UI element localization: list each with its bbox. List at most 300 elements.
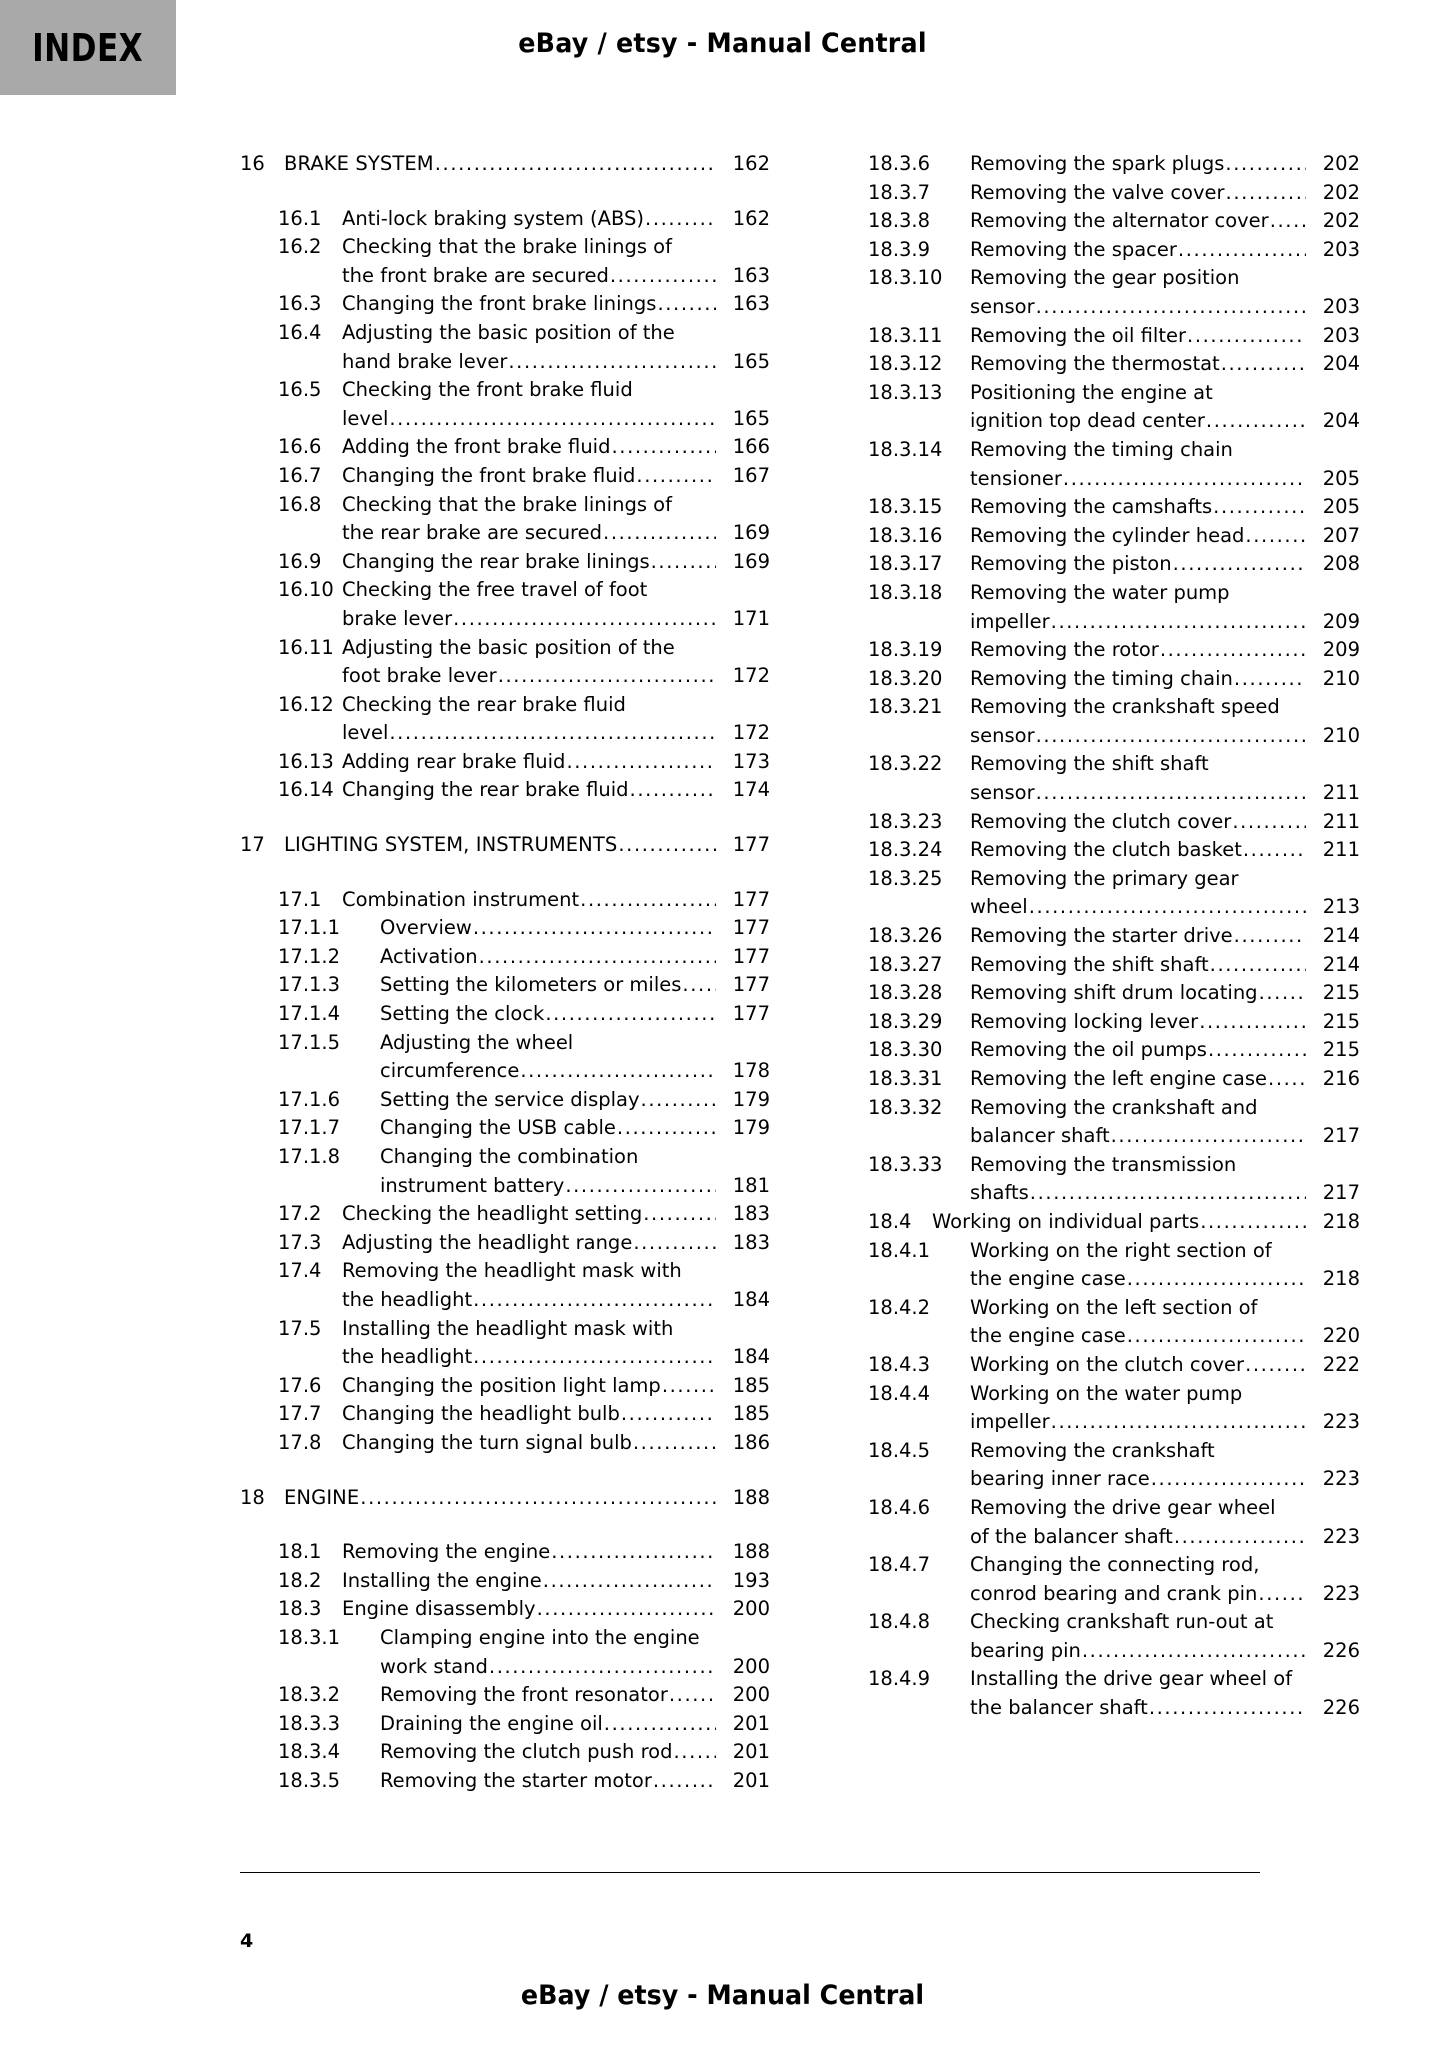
toc-entry-number: 17.1.7 bbox=[278, 1116, 341, 1140]
toc-title-line bbox=[342, 1567, 770, 1596]
toc-leader-dots bbox=[1051, 608, 1306, 637]
toc-leader-dots bbox=[1234, 922, 1306, 951]
toc-entry-number: 17.8 bbox=[278, 1430, 322, 1454]
toc-entry-row[interactable] bbox=[830, 665, 1360, 694]
toc-entry-row[interactable] bbox=[830, 179, 1360, 208]
toc-page-number: 220 bbox=[1322, 1324, 1360, 1348]
toc-entry-row[interactable] bbox=[240, 1200, 770, 1229]
toc-entry-row[interactable] bbox=[830, 750, 1360, 807]
toc-page-number: 218 bbox=[1322, 1209, 1360, 1233]
toc-title-line bbox=[342, 662, 770, 691]
toc-entry-row[interactable] bbox=[240, 1595, 770, 1624]
toc-title-line bbox=[342, 205, 770, 234]
toc-entry-row[interactable] bbox=[830, 922, 1360, 951]
toc-entry-title-block bbox=[342, 1538, 770, 1567]
toc-entry-title-block bbox=[970, 922, 1360, 951]
toc-page-number: 213 bbox=[1322, 895, 1360, 919]
toc-title-line bbox=[380, 1624, 770, 1653]
toc-entry-title: Working on the clutch cover bbox=[970, 1352, 1245, 1376]
toc-entry-row[interactable] bbox=[830, 379, 1360, 436]
toc-title-line bbox=[970, 722, 1360, 751]
toc-leader-dots bbox=[1082, 1637, 1306, 1666]
toc-entry-title: Checking that the brake linings of bbox=[342, 492, 672, 516]
toc-entry-row[interactable] bbox=[240, 748, 770, 777]
toc-entry-row[interactable] bbox=[240, 1000, 770, 1029]
toc-entry-number: 16.4 bbox=[278, 320, 322, 344]
toc-title-line bbox=[970, 1437, 1360, 1466]
toc-entry-row[interactable] bbox=[830, 436, 1360, 493]
toc-entry-row[interactable] bbox=[830, 951, 1360, 980]
toc-entry-number: 17.1.1 bbox=[278, 916, 341, 940]
toc-entry-row[interactable] bbox=[240, 1767, 770, 1796]
toc-title-line bbox=[970, 493, 1360, 522]
toc-entry-number: 16.5 bbox=[278, 378, 322, 402]
toc-title-line bbox=[970, 436, 1360, 465]
toc-entry-number: 16 bbox=[240, 152, 265, 175]
toc-leader-dots bbox=[1199, 1008, 1306, 1037]
toc-entry-title-block bbox=[970, 1351, 1360, 1380]
toc-title-line bbox=[342, 748, 770, 777]
toc-entry-title: Removing the timing chain bbox=[970, 666, 1233, 690]
toc-entry-row[interactable] bbox=[830, 150, 1360, 179]
toc-leader-dots bbox=[1210, 951, 1306, 980]
toc-leader-dots bbox=[1226, 179, 1306, 208]
toc-entry-title: LIGHTING SYSTEM, INSTRUMENTS bbox=[284, 833, 618, 857]
toc-leader-dots bbox=[1111, 1122, 1306, 1151]
toc-entry-row[interactable] bbox=[240, 1086, 770, 1115]
toc-chapter-row[interactable] bbox=[240, 831, 770, 860]
toc-entry-title: Working on the left section of bbox=[970, 1295, 1258, 1319]
toc-title-line bbox=[380, 971, 770, 1000]
toc-entry-title: Removing the crankshaft speed bbox=[970, 695, 1280, 719]
toc-page-number: 210 bbox=[1322, 666, 1360, 690]
toc-page-number: 223 bbox=[1322, 1524, 1360, 1548]
toc-page-number: 218 bbox=[1322, 1267, 1360, 1291]
toc-page-number: 203 bbox=[1322, 294, 1360, 318]
toc-entry-row[interactable] bbox=[830, 550, 1360, 579]
toc-leader-dots bbox=[498, 662, 716, 691]
toc-entry-title: the front brake are secured bbox=[342, 263, 609, 287]
toc-title-line bbox=[342, 1315, 770, 1344]
toc-entry-title: Checking the headlight setting bbox=[342, 1202, 643, 1226]
toc-entry-row[interactable] bbox=[830, 322, 1360, 351]
toc-entry-title: Removing the front resonator bbox=[380, 1683, 668, 1707]
toc-title-line bbox=[970, 264, 1360, 293]
toc-entry-title-block bbox=[932, 1208, 1360, 1237]
toc-page-number: 223 bbox=[1322, 1467, 1360, 1491]
toc-entry-row[interactable] bbox=[240, 1738, 770, 1767]
toc-entry-row[interactable] bbox=[240, 576, 770, 633]
toc-leader-dots bbox=[1268, 1065, 1306, 1094]
toc-title-line bbox=[970, 1151, 1360, 1180]
toc-entry-title-block bbox=[342, 433, 770, 462]
toc-leader-dots bbox=[1127, 1265, 1306, 1294]
toc-entry-row[interactable] bbox=[240, 205, 770, 234]
toc-page-number: 202 bbox=[1322, 180, 1360, 204]
toc-entry-row[interactable] bbox=[830, 522, 1360, 551]
toc-entry-row[interactable] bbox=[830, 207, 1360, 236]
toc-page-number: 226 bbox=[1322, 1638, 1360, 1662]
toc-entry-title-block bbox=[970, 550, 1360, 579]
toc-entry-row[interactable] bbox=[240, 971, 770, 1000]
toc-title-line bbox=[970, 1408, 1360, 1437]
toc-entry-number: 17 bbox=[240, 833, 265, 857]
toc-title-line bbox=[380, 943, 770, 972]
toc-entry-title-block bbox=[970, 493, 1360, 522]
toc-entry-title-block bbox=[970, 1608, 1360, 1665]
toc-entry-title: Removing the starter drive bbox=[970, 924, 1233, 948]
toc-entry-row[interactable] bbox=[240, 1229, 770, 1258]
toc-page-number: 165 bbox=[732, 406, 770, 430]
toc-entry-row[interactable] bbox=[240, 491, 770, 548]
toc-entry-title: Removing the headlight mask with bbox=[342, 1259, 682, 1283]
toc-title-line bbox=[970, 322, 1360, 351]
toc-leader-dots bbox=[653, 1767, 716, 1796]
toc-leader-dots bbox=[645, 205, 716, 234]
toc-entry-title: Installing the engine bbox=[342, 1568, 542, 1592]
toc-entry-row[interactable] bbox=[830, 865, 1360, 922]
toc-entry-title: Removing the shift shaft bbox=[970, 952, 1209, 976]
toc-title-line bbox=[970, 865, 1360, 894]
toc-entry-title: instrument battery bbox=[380, 1173, 565, 1197]
toc-entry-number: 16.7 bbox=[278, 463, 322, 487]
toc-entry-title-block bbox=[970, 750, 1360, 807]
toc-page-number: 165 bbox=[732, 349, 770, 373]
toc-entry-title-block bbox=[342, 1257, 770, 1314]
toc-entry-row[interactable] bbox=[240, 233, 770, 290]
toc-entry-number: 18.4.9 bbox=[868, 1667, 931, 1691]
toc-title-line bbox=[380, 1114, 770, 1143]
toc-title-line bbox=[342, 262, 770, 291]
toc-page-number: 201 bbox=[732, 1768, 770, 1792]
toc-entry-row[interactable] bbox=[830, 1294, 1360, 1351]
toc-page-number: 200 bbox=[732, 1683, 770, 1707]
toc-entry-number: 16.11 bbox=[278, 635, 334, 659]
toc-entry-row[interactable] bbox=[830, 1237, 1360, 1294]
toc-entry-title: Changing the front brake fluid bbox=[342, 463, 636, 487]
toc-leader-dots bbox=[1178, 236, 1306, 265]
toc-entry-row[interactable] bbox=[830, 808, 1360, 837]
toc-entry-title: Changing the front brake linings bbox=[342, 292, 657, 316]
toc-page-number: 169 bbox=[732, 521, 770, 545]
toc-entry-number: 18.4.6 bbox=[868, 1495, 931, 1519]
toc-entry-title-block bbox=[970, 979, 1360, 1008]
toc-leader-dots bbox=[479, 943, 716, 972]
toc-entry-row[interactable] bbox=[830, 636, 1360, 665]
toc-page-number: 188 bbox=[732, 1485, 770, 1509]
toc-leader-dots bbox=[1208, 1036, 1306, 1065]
toc-entry-title: the headlight bbox=[342, 1287, 473, 1311]
toc-entry-row[interactable] bbox=[830, 579, 1360, 636]
toc-entry-row[interactable] bbox=[240, 1538, 770, 1567]
toc-entry-number: 16.14 bbox=[278, 778, 334, 802]
toc-entry-title-block bbox=[342, 634, 770, 691]
toc-entry-title-block bbox=[380, 943, 770, 972]
toc-leader-dots bbox=[662, 1372, 716, 1401]
toc-title-line bbox=[970, 1122, 1360, 1151]
toc-entry-row[interactable] bbox=[240, 776, 770, 805]
toc-entry-row[interactable] bbox=[240, 1681, 770, 1710]
toc-entry-row[interactable] bbox=[240, 319, 770, 376]
toc-entry-title: Changing the combination bbox=[380, 1145, 639, 1168]
toc-title-line bbox=[970, 293, 1360, 322]
toc-title-line bbox=[970, 808, 1360, 837]
toc-entry-row[interactable] bbox=[240, 1429, 770, 1458]
toc-leader-dots bbox=[1259, 979, 1306, 1008]
toc-title-line bbox=[342, 319, 770, 348]
toc-entry-row[interactable] bbox=[240, 1624, 770, 1681]
toc-entry-row[interactable] bbox=[240, 943, 770, 972]
toc-title-line bbox=[342, 576, 770, 605]
page-number: 4 bbox=[240, 1930, 254, 1952]
toc-entry-row[interactable] bbox=[830, 1380, 1360, 1437]
toc-entry-row[interactable] bbox=[830, 1665, 1360, 1722]
toc-entry-title-block bbox=[342, 1567, 770, 1596]
toc-title-line bbox=[342, 719, 770, 748]
toc-leader-dots bbox=[1036, 293, 1306, 322]
toc-entry-row[interactable] bbox=[830, 1065, 1360, 1094]
toc-entry-title: bearing pin bbox=[970, 1638, 1081, 1662]
toc-entry-row[interactable] bbox=[240, 1315, 770, 1372]
toc-entry-row[interactable] bbox=[240, 1143, 770, 1200]
toc-title-line bbox=[342, 348, 770, 377]
toc-entry-row[interactable] bbox=[830, 1437, 1360, 1494]
footer-title: eBay / etsy - Manual Central bbox=[520, 1980, 925, 2011]
toc-entry-row[interactable] bbox=[830, 1036, 1360, 1065]
toc-entry-title-block bbox=[380, 1029, 770, 1086]
toc-entry-number: 17.1.8 bbox=[278, 1145, 341, 1168]
toc-page-number: 163 bbox=[732, 292, 770, 316]
toc-entry-number: 18.3.12 bbox=[868, 352, 943, 376]
toc-entry-row[interactable] bbox=[240, 634, 770, 691]
toc-entry-title-block bbox=[970, 207, 1360, 236]
toc-entry-number: 18.3.23 bbox=[868, 809, 943, 833]
toc-leader-dots bbox=[473, 1286, 716, 1315]
toc-leader-dots bbox=[566, 748, 716, 777]
toc-entry-number: 18.4.3 bbox=[868, 1352, 931, 1376]
toc-entry-title: impeller bbox=[970, 1410, 1050, 1434]
toc-title-line bbox=[342, 1400, 770, 1429]
toc-entry-title-block bbox=[380, 1710, 770, 1739]
toc-entry-row[interactable] bbox=[240, 1029, 770, 1086]
toc-entry-row[interactable] bbox=[830, 836, 1360, 865]
toc-entry-row[interactable] bbox=[830, 1351, 1360, 1380]
toc-entry-title-block bbox=[342, 886, 770, 915]
toc-entry-title-block bbox=[284, 1484, 770, 1513]
toc-entry-title: Setting the service display bbox=[380, 1087, 640, 1111]
toc-entry-title-block bbox=[970, 1008, 1360, 1037]
toc-page-number: 204 bbox=[1322, 352, 1360, 376]
toc-chapter-row[interactable] bbox=[240, 1484, 770, 1513]
toc-entry-number: 17.1.2 bbox=[278, 944, 341, 968]
toc-entry-title: Adding rear brake fluid bbox=[342, 749, 566, 773]
toc-title-line bbox=[970, 979, 1360, 1008]
toc-entry-title-block bbox=[342, 548, 770, 577]
toc-title-line bbox=[342, 634, 770, 663]
toc-entry-row[interactable] bbox=[830, 1208, 1360, 1237]
toc-title-line bbox=[380, 1172, 770, 1201]
toc-entry-title-block bbox=[970, 1094, 1360, 1151]
toc-entry-number: 17.1.4 bbox=[278, 1002, 341, 1026]
toc-entry-row[interactable] bbox=[240, 1257, 770, 1314]
toc-entry-number: 18.4.5 bbox=[868, 1438, 931, 1462]
toc-page-number: 223 bbox=[1322, 1410, 1360, 1434]
toc-entry-title: Removing the spacer bbox=[970, 237, 1177, 261]
toc-leader-dots bbox=[1063, 465, 1306, 494]
toc-entry-row[interactable] bbox=[830, 264, 1360, 321]
toc-title-line bbox=[342, 519, 770, 548]
toc-entry-row[interactable] bbox=[830, 693, 1360, 750]
toc-entry-number: 18.3 bbox=[278, 1597, 322, 1621]
toc-entry-title-block bbox=[380, 914, 770, 943]
toc-entry-title: Working on the water pump bbox=[970, 1381, 1243, 1405]
toc-leader-dots bbox=[636, 462, 716, 491]
toc-title-line bbox=[970, 236, 1360, 265]
toc-entry-title-block bbox=[342, 1429, 770, 1458]
toc-entry-title-block bbox=[970, 1036, 1360, 1065]
toc-entry-number: 17.1.6 bbox=[278, 1087, 341, 1111]
toc-entry-title: Removing the gear position bbox=[970, 266, 1240, 290]
toc-leader-dots bbox=[1051, 1408, 1306, 1437]
toc-entry-number: 18.3.18 bbox=[868, 580, 943, 604]
toc-entry-title-block bbox=[342, 1315, 770, 1372]
toc-entry-row[interactable] bbox=[240, 290, 770, 319]
toc-entry-title-block bbox=[970, 1151, 1360, 1208]
toc-entry-title: Setting the kilometers or miles bbox=[380, 973, 682, 997]
footer-divider bbox=[240, 1872, 1260, 1873]
toc-leader-dots bbox=[545, 1000, 716, 1029]
toc-title-line bbox=[970, 1380, 1360, 1409]
toc-entry-title: Removing the rotor bbox=[970, 638, 1159, 662]
toc-leader-dots bbox=[633, 1229, 716, 1258]
toc-entry-row[interactable] bbox=[240, 1372, 770, 1401]
toc-entry-row[interactable] bbox=[240, 1400, 770, 1429]
toc-entry-number: 18.3.5 bbox=[278, 1768, 341, 1792]
toc-title-line bbox=[970, 608, 1360, 637]
toc-page-number: 211 bbox=[1322, 781, 1360, 805]
toc-entry-row[interactable] bbox=[830, 979, 1360, 1008]
toc-entry-number: 16.2 bbox=[278, 235, 322, 259]
toc-entry-title-block bbox=[970, 1065, 1360, 1094]
toc-entry-row[interactable] bbox=[830, 1008, 1360, 1037]
toc-entry-title-block bbox=[342, 205, 770, 234]
toc-entry-row[interactable] bbox=[830, 350, 1360, 379]
toc-entry-number: 18.4.1 bbox=[868, 1238, 931, 1262]
toc-entry-number: 18.4.4 bbox=[868, 1381, 931, 1405]
toc-leader-dots bbox=[673, 1738, 716, 1767]
toc-entry-row[interactable] bbox=[240, 548, 770, 577]
toc-entry-row[interactable] bbox=[830, 236, 1360, 265]
toc-title-line bbox=[342, 462, 770, 491]
toc-page-number: 207 bbox=[1322, 523, 1360, 547]
toc-page-number: 184 bbox=[732, 1345, 770, 1369]
toc-entry-row[interactable] bbox=[240, 886, 770, 915]
toc-entry-title-block bbox=[380, 1143, 770, 1200]
toc-entry-row[interactable] bbox=[240, 1114, 770, 1143]
toc-entry-number: 17.1 bbox=[278, 887, 322, 911]
toc-entry-number: 18.3.3 bbox=[278, 1711, 341, 1735]
toc-page-number: 217 bbox=[1322, 1181, 1360, 1205]
toc-title-line bbox=[970, 465, 1360, 494]
toc-leader-dots bbox=[1245, 1351, 1306, 1380]
toc-leader-dots bbox=[453, 605, 716, 634]
toc-entry-title-block bbox=[970, 1237, 1360, 1294]
toc-page-number: 223 bbox=[1322, 1581, 1360, 1605]
toc-page-number: 183 bbox=[732, 1230, 770, 1254]
toc-entry-title-block bbox=[970, 1294, 1360, 1351]
toc-entry-number: 17.2 bbox=[278, 1202, 322, 1226]
toc-entry-number: 18.3.10 bbox=[868, 266, 943, 290]
toc-entry-title: Installing the headlight mask with bbox=[342, 1316, 674, 1340]
toc-page-number: 215 bbox=[1322, 1038, 1360, 1062]
toc-entry-title: the engine case bbox=[970, 1324, 1126, 1348]
toc-title-line bbox=[970, 836, 1360, 865]
toc-entry-row[interactable] bbox=[240, 376, 770, 433]
toc-leader-dots bbox=[1232, 808, 1306, 837]
toc-page-number: 201 bbox=[732, 1711, 770, 1735]
toc-entry-row[interactable] bbox=[830, 1608, 1360, 1665]
toc-title-line bbox=[970, 665, 1360, 694]
toc-title-line bbox=[970, 1237, 1360, 1266]
toc-entry-title: BRAKE SYSTEM bbox=[284, 152, 434, 175]
toc-page-number: 205 bbox=[1322, 466, 1360, 490]
toc-entry-row[interactable] bbox=[240, 433, 770, 462]
toc-entry-row[interactable] bbox=[240, 1567, 770, 1596]
toc-entry-title: Removing the engine bbox=[342, 1540, 551, 1564]
toc-title-line bbox=[970, 379, 1360, 408]
toc-page-number: 178 bbox=[732, 1059, 770, 1083]
toc-entry-title: balancer shaft bbox=[970, 1124, 1110, 1148]
toc-title-line bbox=[380, 1086, 770, 1115]
toc-entry-title-block bbox=[970, 522, 1360, 551]
toc-page-number: 202 bbox=[1322, 209, 1360, 233]
toc-title-line bbox=[342, 605, 770, 634]
toc-entry-number: 16.8 bbox=[278, 492, 322, 516]
toc-entry-row[interactable] bbox=[830, 1494, 1360, 1551]
toc-title-line bbox=[970, 350, 1360, 379]
toc-entry-row[interactable] bbox=[240, 914, 770, 943]
toc-entry-title-block bbox=[380, 1767, 770, 1796]
toc-page-number: 209 bbox=[1322, 609, 1360, 633]
toc-entry-title: Removing the clutch cover bbox=[970, 809, 1232, 833]
toc-entry-title-block bbox=[970, 350, 1360, 379]
toc-entry-row[interactable] bbox=[240, 691, 770, 748]
toc-entry-row[interactable] bbox=[830, 493, 1360, 522]
toc-entry-number: 18.3.8 bbox=[868, 209, 931, 233]
toc-title-line bbox=[970, 522, 1360, 551]
toc-entry-title: Checking the free travel of foot bbox=[342, 578, 648, 602]
toc-leader-dots bbox=[473, 914, 716, 943]
toc-entry-row[interactable] bbox=[830, 1094, 1360, 1151]
toc-page-number: 211 bbox=[1322, 809, 1360, 833]
toc-entry-row[interactable] bbox=[830, 1551, 1360, 1608]
toc-entry-number: 18.3.13 bbox=[868, 380, 943, 404]
toc-entry-row[interactable] bbox=[830, 1151, 1360, 1208]
toc-entry-title: Clamping engine into the engine bbox=[380, 1625, 700, 1649]
toc-title-line bbox=[970, 1608, 1360, 1637]
toc-entry-title-block bbox=[970, 150, 1360, 179]
toc-entry-number: 18.3.6 bbox=[868, 152, 931, 175]
toc-title-line bbox=[342, 376, 770, 405]
toc-entry-title-block bbox=[970, 1551, 1360, 1608]
toc-entry-row[interactable] bbox=[240, 1710, 770, 1739]
toc-leader-dots bbox=[580, 886, 716, 915]
toc-title-line bbox=[284, 1484, 770, 1513]
toc-entry-row[interactable] bbox=[240, 462, 770, 491]
toc-entry-title-block bbox=[342, 1372, 770, 1401]
toc-page-number: 177 bbox=[732, 887, 770, 911]
toc-chapter-row[interactable] bbox=[240, 150, 770, 179]
